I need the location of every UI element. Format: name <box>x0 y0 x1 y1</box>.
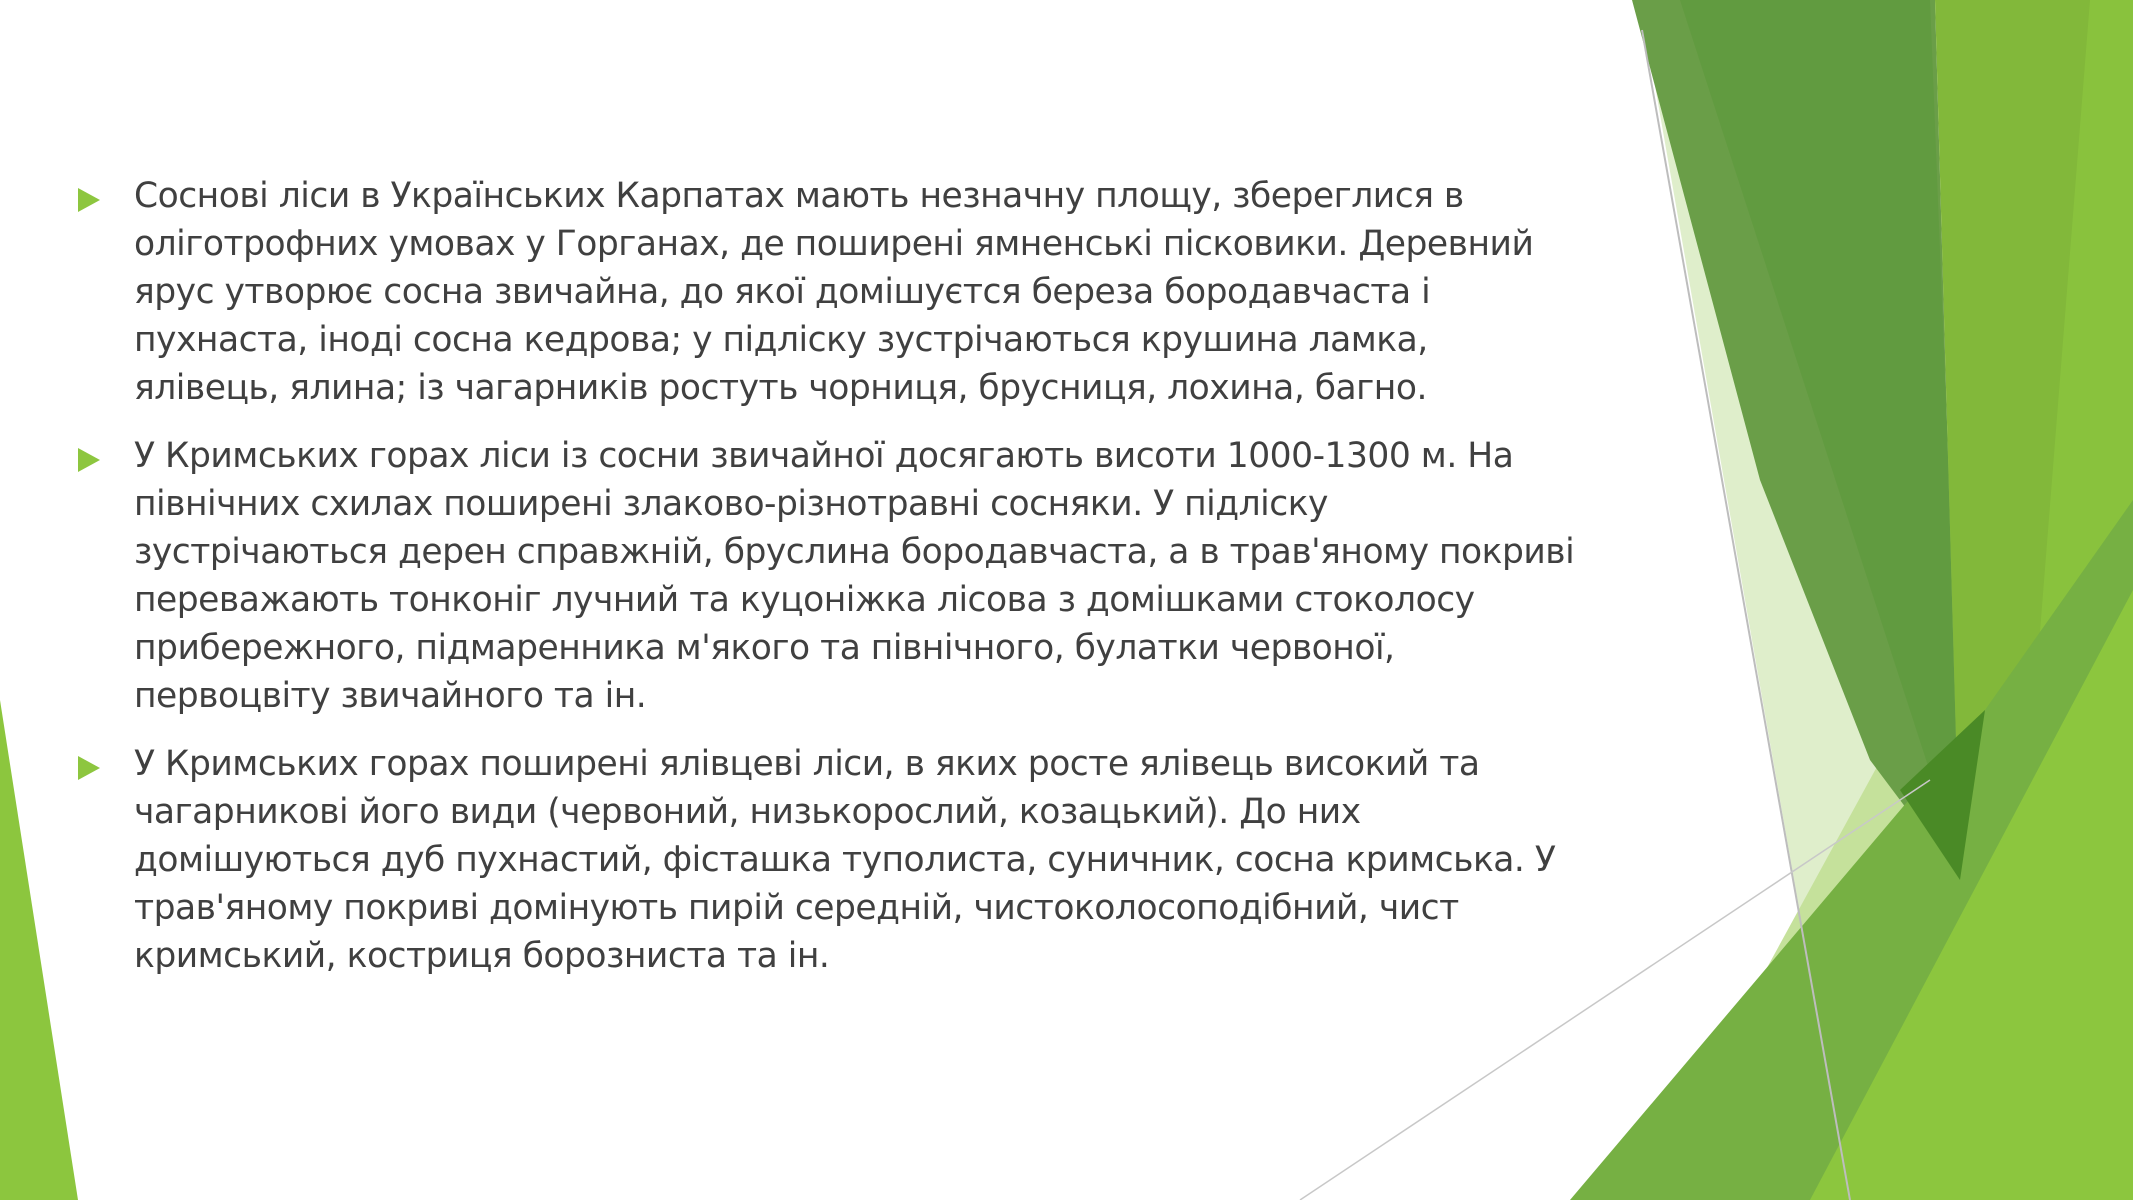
triangle-right-bullet-icon <box>78 756 100 780</box>
bullet-text-line: трав'яному покриві домінують пирій середній, чистоколосоподібний, чист <box>134 888 1459 928</box>
bullet-item-2 <box>72 432 1652 720</box>
bullet-text-line: У Кримських горах поширені ялівцеві ліси, в яких росте ялівець високий та <box>134 744 1480 784</box>
bullet-list <box>72 172 1652 1000</box>
bullet-text-line: оліготрофних умовах у Горганах, де поширені ямненські пісковики. Деревний <box>134 224 1534 264</box>
bullet-item-1 <box>72 172 1652 412</box>
left-green-sliver <box>0 700 78 1200</box>
bullet-text-line: північних схилах поширені злаково-різнотравні сосняки. У підліску <box>134 484 1328 524</box>
triangle-right-bullet-icon <box>78 188 100 212</box>
bullet-text-line: пухнаста, іноді сосна кедрова; у підліску зустрічаються крушина ламка, <box>134 320 1428 360</box>
bullet-text-line: прибережного, підмаренника м'якого та північного, булатки червоної, <box>134 628 1395 668</box>
bullet-text-line: кримський, костриця борозниста та ін. <box>134 936 830 976</box>
bullet-text-line: Соснові ліси в Українських Карпатах мають незначну площу, збереглися в <box>134 176 1464 216</box>
bullet-text-line: первоцвіту звичайного та ін. <box>134 676 647 716</box>
triangle-right-bullet-icon <box>78 448 100 472</box>
bullet-text-line: домішуються дуб пухнастий, фісташка туполиста, суничник, сосна кримська. У <box>134 840 1556 880</box>
bullet-text-line: чагарникові його види (червоний, низькорослий, козацький). До них <box>134 792 1361 832</box>
bullet-text-line: ярус утворює сосна звичайна, до якої домішуєтся береза бородавчаста і <box>134 272 1431 312</box>
bullet-text-line: зустрічаються дерен справжній, бруслина бородавчаста, а в трав'яному покриві <box>134 532 1575 572</box>
bullet-text-line: переважають тонконіг лучний та куцоніжка лісова з домішками стоколосу <box>134 580 1475 620</box>
bullet-item-3 <box>72 740 1652 980</box>
bullet-text-line: У Кримських горах ліси із сосни звичайної досягають висоти 1000-1300 м. На <box>134 436 1514 476</box>
bullet-text-line: ялівець, ялина; із чагарників ростуть чорниця, брусниця, лохина, багно. <box>134 368 1427 408</box>
